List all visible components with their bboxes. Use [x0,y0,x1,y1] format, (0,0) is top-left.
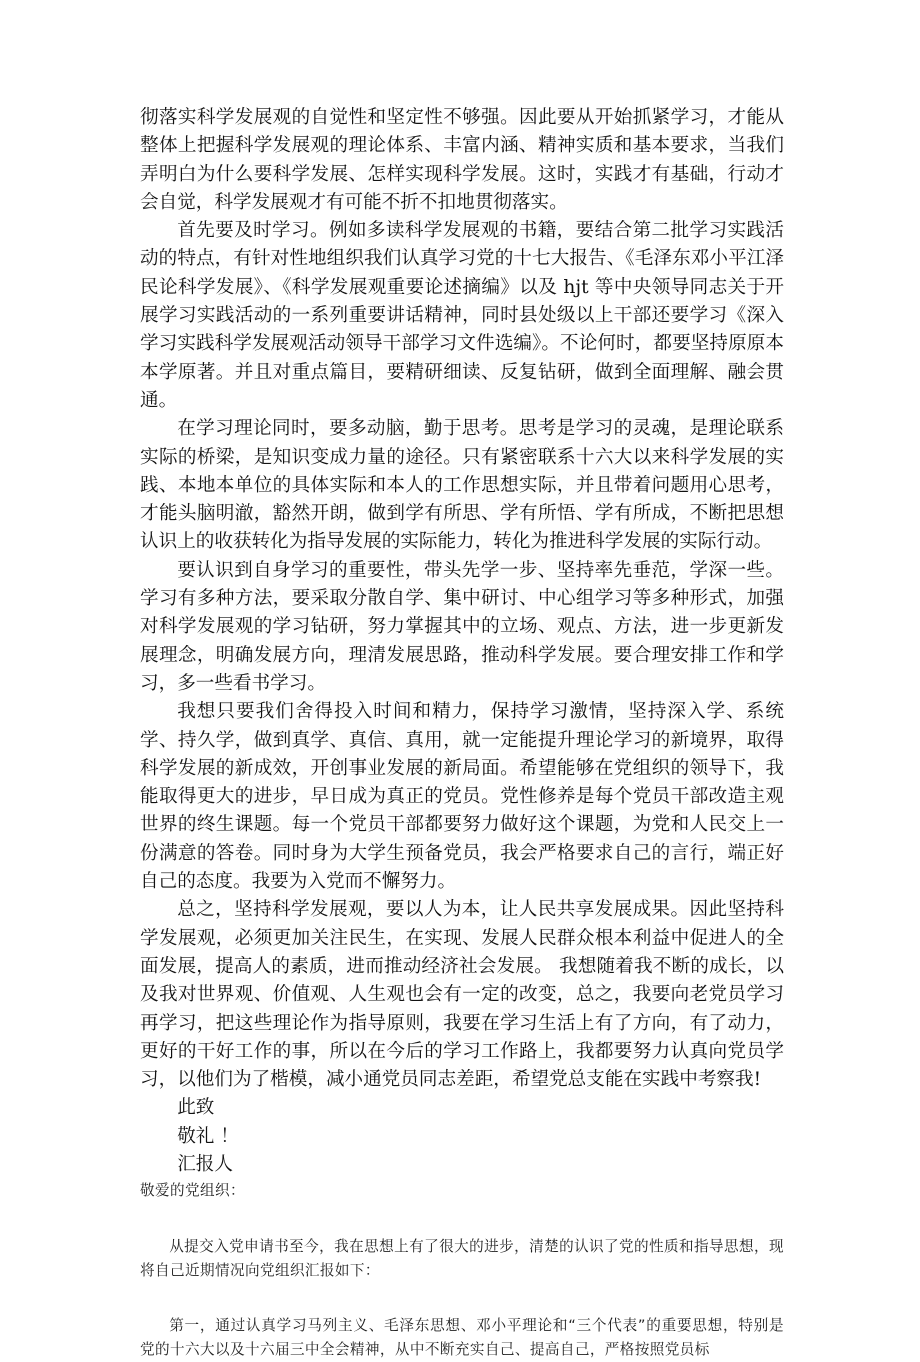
intro-paragraph: 从提交入党申请书至今，我在思想上有了很大的进步，清楚的认识了党的性质和指导思想，现将自己近期情况向党组织汇报如下： [140,1238,784,1280]
closing-line-2: 敬礼 ！ [177,1125,239,1147]
paragraph-conclusion: 总之，坚持科学发展观，要以人为本，让人民共享发展成果。因此坚持科学发展观，必须更加关注民生，在实现、发展人民群众根本利益中促进人的全面发展，提高人的素质，进而推动经济社会发展。 我想随着我不断的成长，以及我对世界观、价值观、人生观也会有一定的改变，总之，我要向老党员学习再学习，把这些理论作为指导原则，我要在学习生活上有了方向，有了动力，更好的干好工作的事，所以在今后的学习工作路上，我都要努力认真向党员学习，以他们为了楷模，减小通党员同志差距，希望党总支能在实践中考察我! [140,899,784,1091]
document-page [140,104,784,1362]
signature-label: 汇报人 [177,1153,233,1175]
report-letter-one [140,104,784,1179]
closing-line-1: 此致 [177,1097,215,1119]
paragraph-think: 在学习理论同时，要多动脑，勤于思考。思考是学习的灵魂，是理论联系实际的桥梁，是知识变成力量的途径。只有紧密联系十六大以来科学发展的实践、本地本单位的具体实际和本人的工作思想实际，并且带着问题用心思考，才能头脑明澈，豁然开朗，做到学有所思、学有所悟、学有所成，不断把思想认识上的收获转化为指导发展的实际能力，转化为推进科学发展的实际行动。 [140,418,784,553]
salutation: 敬爱的党组织： [140,1182,245,1200]
report-letter-two [140,1179,784,1362]
paragraph-study-timely: 首先要及时学习。例如多读科学发展观的书籍，要结合第二批学习实践活动的特点，有针对性地组织我们认真学习党的十七大报告、《毛泽东邓小平江泽民论科学发展》、《科学发展观重要论述摘编》以及 hjt 等中央领导同志关于开展学习实践活动的一系列重要讲话精神，同时县处级以上干部还要学习《深入学习实践科学发展观活动领导干部学习文件选编》。不论何时，都要坚持原原本本学原著。并且对重点篇目，要精研细读、反复钻研，做到全面理解、融会贯通。 [140,220,784,411]
paragraph-importance: 要认识到自身学习的重要性，带头先学一步、坚持率先垂范，学深一些。学习有多种方法，要采取分散自学、集中研讨、中心组学习等多种形式，加强对科学发展观的学习钻研，努力掌握其中的立场、观点、方法，进一步更新发展理念，明确发展方向，理清发展思路，推动科学发展。要合理安排工作和学习，多一些看书学习。 [140,559,784,694]
first-point-paragraph: 第一，通过认真学习马列主义、毛泽东思想、邓小平理论和“三个代表”的重要思想，特别是党的十六大以及十六届三中全会精神，从中不断充实自己、提高自己，严格按照党员标 [140,1317,784,1359]
paragraph-commitment: 我想只要我们舍得投入时间和精力，保持学习激情，坚持深入学、系统学、持久学，做到真学、真信、真用，就一定能提升理论学习的新境界，取得科学发展的新成效，开创事业发展的新局面。希望能够在党组织的领导下，我能取得更大的进步，早日成为真正的党员。党性修养是每个党员干部改造主观世界的终生课题。每一个党员干部都要努力做好这个课题，为党和人民交上一份满意的答卷。同时身为大学生预备党员，我会严格要求自己的言行，端正好自己的态度。我要为入党而不懈努力。 [140,701,784,893]
paragraph-continued: 彻落实科学发展观的自觉性和坚定性不够强。因此要从开始抓紧学习，才能从整体上把握科学发展观的理论体系、丰富内涵、精神实质和基本要求，当我们弄明白为什么要科学发展、怎样实现科学发展。这时，实践才有基础，行动才会自觉，科学发展观才有可能不折不扣地贯彻落实。 [140,107,784,213]
